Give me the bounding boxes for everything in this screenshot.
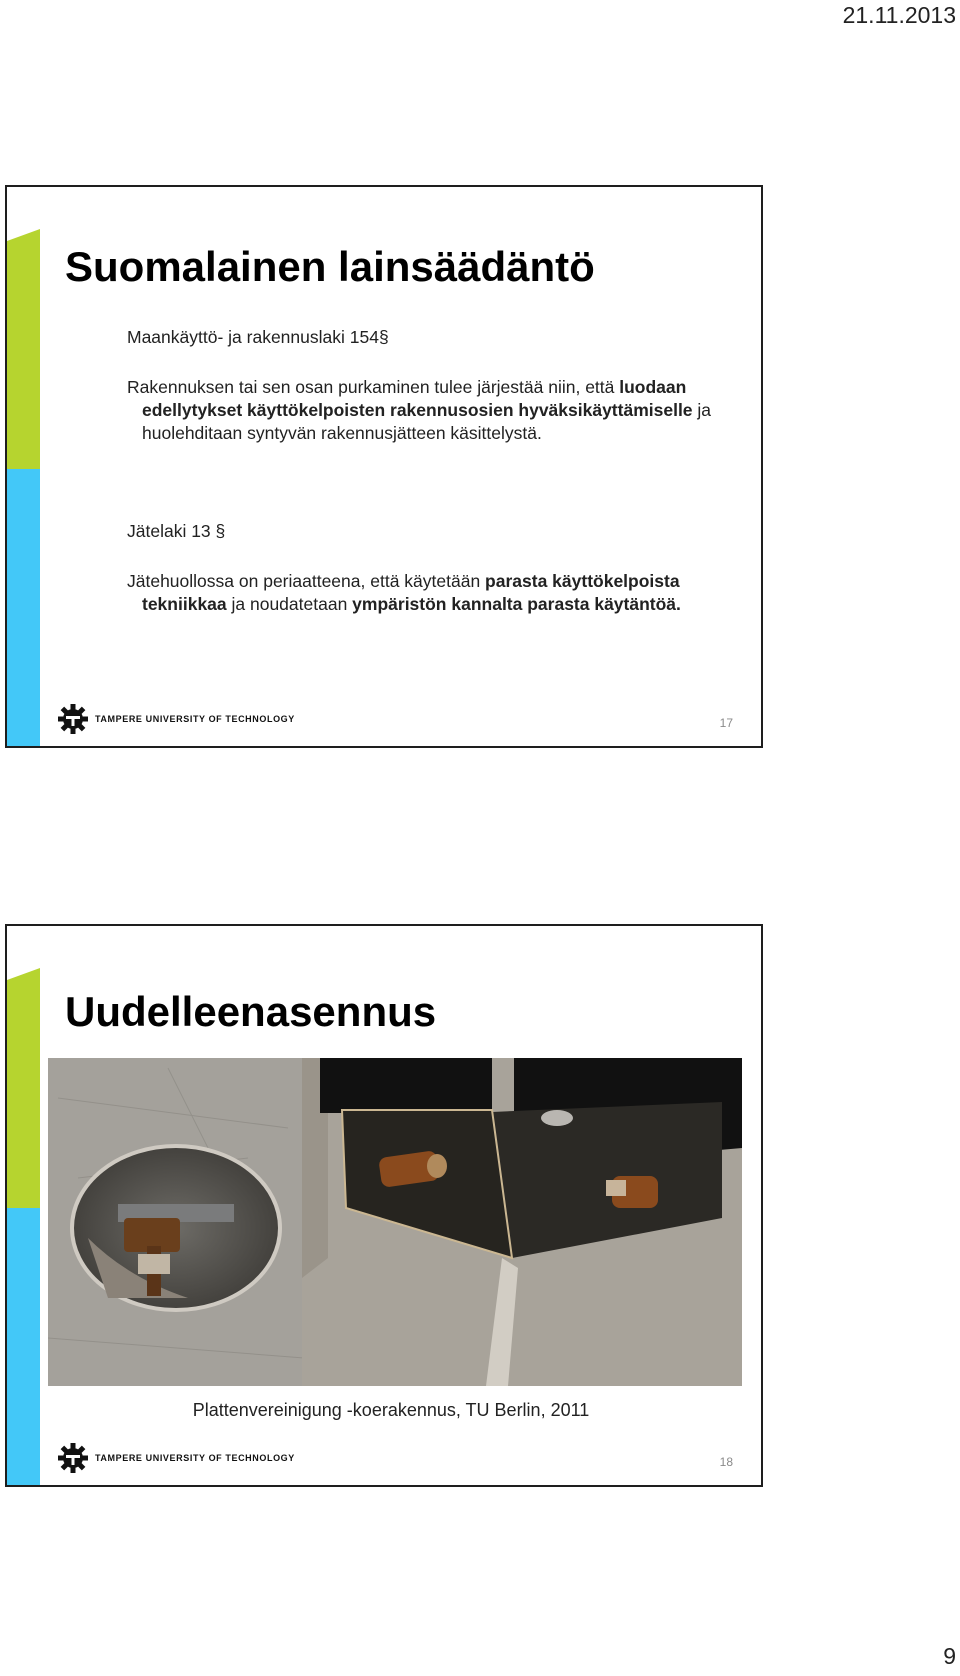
accent-green-stripe — [7, 229, 40, 469]
footer-org-name: TAMPERE UNIVERSITY OF TECHNOLOGY — [95, 714, 295, 724]
law-text-intro: Rakennuksen tai sen osan purkaminen tulee järjestää niin, että — [127, 377, 620, 397]
law2-text-bold2: ympäristön kannalta parasta käytäntöä. — [352, 594, 681, 614]
law-text-rest: ja huolehditaan syntyvän rakennusjätteen käsittelystä. — [142, 400, 712, 443]
page-date: 21.11.2013 — [842, 2, 956, 28]
law2-text-bold1: parasta käyttökelpoista tekniikkaa — [142, 571, 680, 614]
law-section-mrl — [127, 326, 747, 349]
law-section-jatelaki — [127, 520, 747, 543]
page-number: 9 — [943, 1643, 956, 1669]
accent-blue-stripe — [7, 469, 40, 746]
slide-title: Suomalainen lainsäädäntö — [65, 243, 595, 290]
photo-bolt-in-concrete — [48, 1058, 304, 1386]
tut-gear-logo-icon — [57, 1442, 89, 1474]
law-heading-jatelaki: Jätelaki 13 § — [127, 521, 226, 541]
law2-text-mid: ja noudatetaan — [226, 594, 353, 614]
slide-18 — [5, 924, 763, 1487]
law-text-jatelaki — [127, 570, 762, 616]
accent-blue-stripe — [7, 1208, 40, 1485]
slide-title: Uudelleenasennus — [65, 988, 437, 1035]
law-heading-mrl: Maankäyttö- ja rakennuslaki 154§ — [127, 327, 389, 347]
slide-number: 18 — [719, 1455, 733, 1469]
photo-caption: Plattenvereinigung -koerakennus, TU Berlin, 2011 — [192, 1400, 590, 1420]
slide-17 — [5, 185, 763, 748]
footer-logo — [57, 702, 295, 736]
slide-number: 17 — [719, 716, 733, 730]
footer-org-name: TAMPERE UNIVERSITY OF TECHNOLOGY — [95, 1453, 295, 1463]
accent-green-stripe — [7, 968, 40, 1208]
law-text-mrl — [127, 376, 762, 445]
accent-bar — [7, 229, 40, 746]
photo-steel-bracket — [302, 1058, 742, 1386]
law2-text-intro: Jätehuollossa on periaatteena, että käytetään — [127, 571, 486, 591]
tut-gear-logo-icon — [57, 703, 89, 735]
footer-logo — [57, 1441, 295, 1475]
law-text-bold: luodaan edellytykset käyttökelpoisten rakennusosien hyväksikäyttämiselle — [142, 377, 693, 420]
